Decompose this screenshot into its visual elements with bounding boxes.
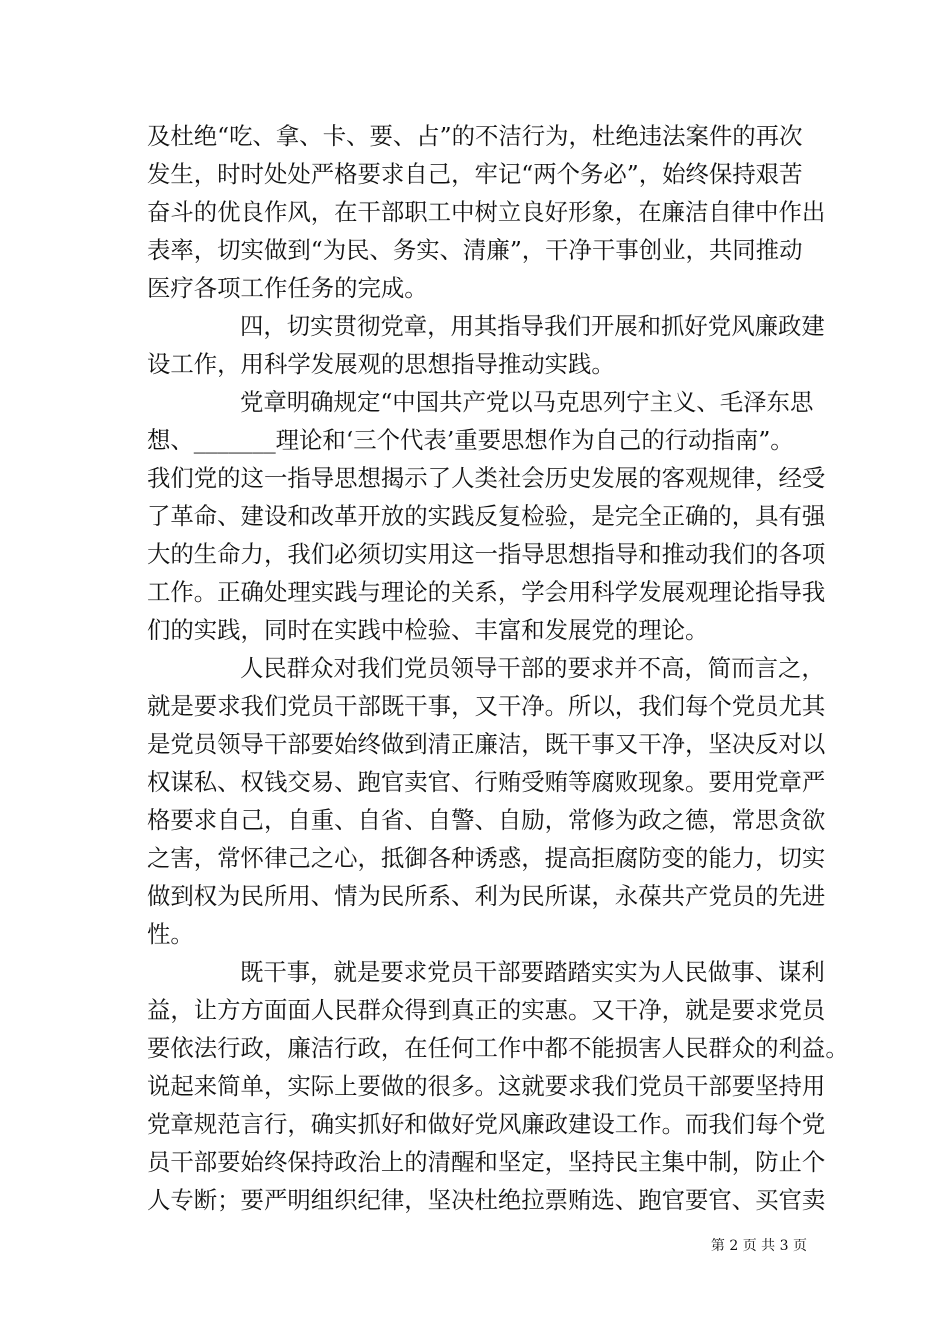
text-line: 党章规范言行，确实抓好和做好党风廉政建设工作。而我们每个党: [147, 1110, 826, 1138]
text-line: 工作。正确处理实践与理论的关系，学会用科学发展观理论指导我: [147, 578, 826, 606]
text-line: 我们党的这一指导思想揭示了人类社会历史发展的客观规律，经受: [147, 464, 826, 492]
text-line: 奋斗的优良作风，在干部职工中树立良好形象，在廉洁自律中作出: [147, 198, 826, 226]
text-line: 做到权为民所用、情为民所系、利为民所谋，永葆共产党员的先进: [147, 882, 826, 910]
text-line: 发生，时时处处严格要求自己，牢记“两个务必”，始终保持艰苦: [147, 160, 803, 188]
paragraph-start-line: 既干事，就是要求党员干部要踏踏实实为人民做事、谋利: [240, 958, 825, 986]
text-line: 权谋私、权钱交易、跑官卖官、行贿受贿等腐败现象。要用党章严: [147, 768, 826, 796]
text-line: 之害，常怀律己之心，抵御各种诱惑，提高拒腐防变的能力，切实: [147, 844, 826, 872]
paragraph-start-line: 人民群众对我们党员领导干部的要求并不高，简而言之，: [240, 654, 825, 682]
text-line: 格要求自己，自重、自省、自警、自励，常修为政之德，常思贪欲: [147, 806, 826, 834]
text-line: 医疗各项工作任务的完成。: [147, 274, 428, 302]
section-heading-line: 四，切实贯彻党章，用其指导我们开展和抓好党风廉政建: [240, 312, 825, 340]
page-number-footer: 第 2 页 共 3 页: [710, 1238, 807, 1254]
text-line: 们的实践，同时在实践中检验、丰富和发展党的理论。: [147, 616, 709, 644]
text-line: 是党员领导干部要始终做到清正廉洁，既干事又干净，坚决反对以: [147, 730, 826, 758]
text-line: 想、_______理论和‘三个代表’重要思想作为自己的行动指南”。: [147, 426, 794, 454]
text-line: 说起来简单，实际上要做的很多。这就要求我们党员干部要坚持用: [147, 1072, 826, 1100]
text-line: 益，让方方面面人民群众得到真正的实惠。又干净，就是要求党员: [147, 996, 826, 1024]
text-line: 就是要求我们党员干部既干事，又干净。所以，我们每个党员尤其: [147, 692, 826, 720]
paragraph-start-line: 党章明确规定“中国共产党以马克思列宁主义、毛泽东思: [240, 388, 814, 416]
section-heading-line: 设工作，用科学发展观的思想指导推动实践。: [147, 350, 615, 378]
text-line: 要依法行政，廉洁行政，在任何工作中都不能损害人民群众的利益。: [147, 1034, 849, 1062]
text-line: 员干部要始终保持政治上的清醒和坚定，坚持民主集中制，防止个: [147, 1148, 826, 1176]
text-line: 人专断；要严明组织纪律，坚决杜绝拉票贿选、跑官要官、买官卖: [147, 1186, 826, 1214]
text-line: 及杜绝“吃、拿、卡、要、占”的不洁行为，杜绝违法案件的再次: [147, 122, 803, 150]
text-line: 了革命、建设和改革开放的实践反复检验，是完全正确的，具有强: [147, 502, 826, 530]
text-line: 表率，切实做到“为民、务实、清廉”，干净干事创业，共同推动: [147, 236, 803, 264]
text-line: 性。: [147, 920, 194, 948]
text-line: 大的生命力，我们必须切实用这一指导思想指导和推动我们的各项: [147, 540, 826, 568]
